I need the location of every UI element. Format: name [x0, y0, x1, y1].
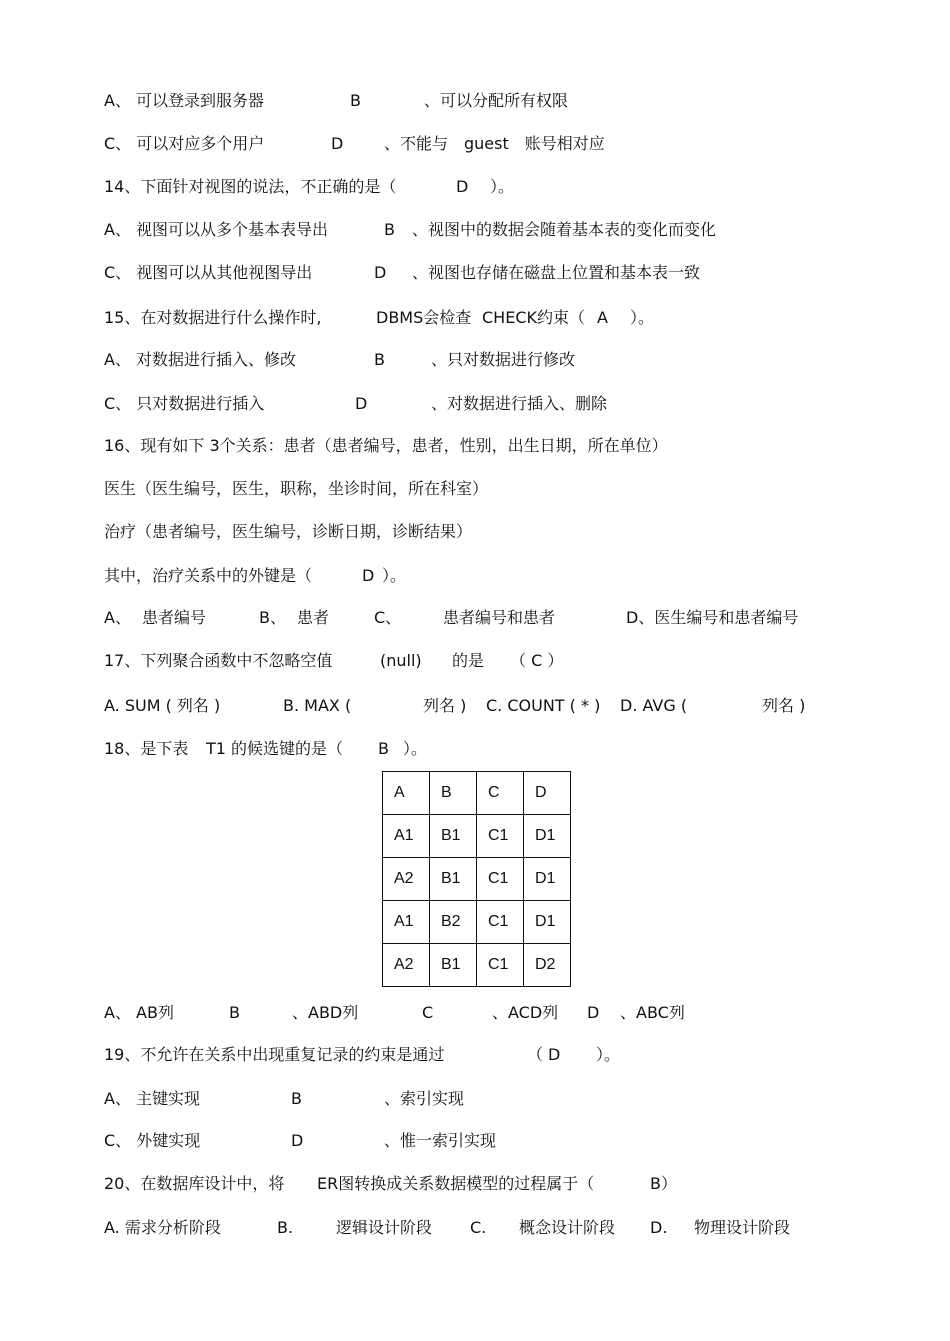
table-cell: A1 [383, 815, 430, 858]
q20-answer: B） [650, 1174, 677, 1193]
q13-option-b-letter: B [350, 91, 361, 110]
q20-option-d-text: 物理设计阶段 [694, 1218, 791, 1237]
q20-option-d-letter: D. [650, 1218, 668, 1237]
table-row [383, 858, 571, 901]
q15-stem-text: 15、在对数据进行什么操作时, [104, 308, 322, 327]
q18-option-c-letter: C [422, 1003, 434, 1022]
t1-table [382, 771, 571, 987]
table-cell: C1 [477, 815, 524, 858]
q20-option-a: A. 需求分析阶段 [104, 1218, 221, 1237]
q13-option-d-text: 、不能与 guest 账号相对应 [384, 134, 605, 153]
table-cell: D2 [524, 944, 571, 987]
q16-option-b-text: 患者 [297, 608, 330, 627]
q17-option-d: D. AVG ( [620, 696, 688, 715]
table-cell: C1 [477, 944, 524, 987]
q16-option-a-letter: A、 [104, 608, 131, 627]
q14-answer: D [456, 177, 469, 196]
q13-option-c: C、 可以对应多个用户 [104, 134, 265, 153]
table-cell: D1 [524, 858, 571, 901]
q17-mid: 的是 [452, 651, 485, 670]
q17-stem-text: 17、下列聚合函数中不忽略空值 [104, 651, 333, 670]
q20-option-c-text: 概念设计阶段 [519, 1218, 616, 1237]
q19-answer: D [548, 1045, 561, 1064]
q15-option-d-text: 、对数据进行插入、删除 [431, 394, 608, 413]
q19-option-c: C、 外键实现 [104, 1131, 201, 1150]
q14-stem-text: 14、下面针对视图的说法，不正确的是（ [104, 177, 397, 196]
q20-option-c-letter: C. [470, 1218, 487, 1237]
q18-t1: T1 的候选键的是（ [206, 739, 344, 758]
q18-stem-end: ）。 [403, 739, 428, 758]
q13-option-d-letter: D [331, 134, 344, 153]
table-cell: C1 [477, 858, 524, 901]
table-cell: A [383, 772, 430, 815]
q14-option-c: C、 视图可以从其他视图导出 [104, 263, 313, 282]
q19-option-d-letter: D [291, 1131, 304, 1150]
q14-option-d-text: 、视图也存储在磁盘上位置和基本表一致 [412, 263, 701, 282]
q19-open: （ [527, 1045, 544, 1064]
q20-option-b-letter: B. [277, 1218, 294, 1237]
q15-dbms: DBMS会检查 [376, 308, 472, 327]
q17-option-b-col: 列名 ) [423, 696, 467, 715]
q14-option-b-letter: B [384, 220, 395, 239]
table-cell: C [477, 772, 524, 815]
table-cell: A2 [383, 858, 430, 901]
table-cell: D [524, 772, 571, 815]
q16-stem-text: 16、现有如下 3个关系：患者（患者编号，患者，性别，出生日期，所在单位） [104, 436, 668, 455]
q16-line4b: ）。 [382, 566, 407, 585]
table-cell: D1 [524, 815, 571, 858]
q20-er: ER图转换成关系数据模型的过程属于（ [317, 1174, 595, 1193]
q14-option-d-letter: D [374, 263, 387, 282]
table-row [383, 944, 571, 987]
q18-option-a: A、 AB列 [104, 1003, 174, 1022]
q15-check: CHECK约束（ [482, 308, 585, 327]
q17-option-c: C. COUNT ( * ) [486, 696, 601, 715]
q16-answer: D [362, 566, 375, 585]
q19-stem-end: ）。 [596, 1045, 621, 1064]
table-cell: B1 [430, 944, 477, 987]
q17-option-d-col: 列名 ) [762, 696, 806, 715]
q16-line3: 治疗（患者编号，医生编号，诊断日期，诊断结果） [104, 522, 473, 541]
table-row [383, 901, 571, 944]
q19-option-a: A、 主键实现 [104, 1089, 201, 1108]
q15-option-b-letter: B [374, 350, 385, 369]
q16-option-c-text: 患者编号和患者 [443, 608, 556, 627]
table-cell: B1 [430, 858, 477, 901]
q17-answer: （ C ） [510, 651, 564, 670]
q15-stem-end: ）。 [630, 308, 655, 327]
table-cell: B1 [430, 815, 477, 858]
q13-option-a: A、 可以登录到服务器 [104, 91, 265, 110]
table-cell: A2 [383, 944, 430, 987]
q16-option-a-text: 患者编号 [142, 608, 207, 627]
q19-stem-text: 19、不允许在关系中出现重复记录的约束是通过 [104, 1045, 445, 1064]
q19-option-b-text: 、索引实现 [384, 1089, 465, 1108]
q15-option-c: C、 只对数据进行插入 [104, 394, 265, 413]
table-row [383, 815, 571, 858]
q19-option-d-text: 、惟一索引实现 [384, 1131, 497, 1150]
q18-option-b-letter: B [229, 1003, 240, 1022]
q16-option-d: D、医生编号和患者编号 [626, 608, 799, 627]
table-cell: B2 [430, 901, 477, 944]
q16-option-c-letter: C、 [374, 608, 402, 627]
q14-stem-end: ）。 [490, 177, 515, 196]
table-cell: C1 [477, 901, 524, 944]
q18-option-d-letter: D [587, 1003, 600, 1022]
q20-option-b-text: 逻辑设计阶段 [336, 1218, 433, 1237]
table-cell: A1 [383, 901, 430, 944]
q16-line4a: 其中，治疗关系中的外键是（ [104, 566, 313, 585]
q17-null: (null) [380, 651, 422, 670]
q15-option-b-text: 、只对数据进行修改 [431, 350, 576, 369]
q16-option-b-letter: B、 [259, 608, 286, 627]
q20-stem-text: 20、在数据库设计中，将 [104, 1174, 285, 1193]
q16-line2: 医生（医生编号，医生，职称，坐诊时间，所在科室） [104, 479, 489, 498]
table-cell: D1 [524, 901, 571, 944]
q17-option-b: B. MAX ( [283, 696, 352, 715]
q15-answer: A [597, 308, 608, 327]
q15-option-a: A、 对数据进行插入、修改 [104, 350, 297, 369]
table-header-row [383, 772, 571, 815]
q14-option-a: A、 视图可以从多个基本表导出 [104, 220, 329, 239]
q18-answer: B [378, 739, 389, 758]
q18-option-d-text: 、ABC列 [620, 1003, 685, 1022]
q18-stem-text: 18、是下表 [104, 739, 189, 758]
q14-option-b-text: 、视图中的数据会随着基本表的变化而变化 [412, 220, 717, 239]
q13-option-b-text: 、可以分配所有权限 [424, 91, 569, 110]
q17-option-a: A. SUM ( 列名 ) [104, 696, 221, 715]
q18-option-b-text: 、ABD列 [292, 1003, 359, 1022]
q18-option-c-text: 、ACD列 [492, 1003, 559, 1022]
table-cell: B [430, 772, 477, 815]
q19-option-b-letter: B [291, 1089, 302, 1108]
q15-option-d-letter: D [355, 394, 368, 413]
